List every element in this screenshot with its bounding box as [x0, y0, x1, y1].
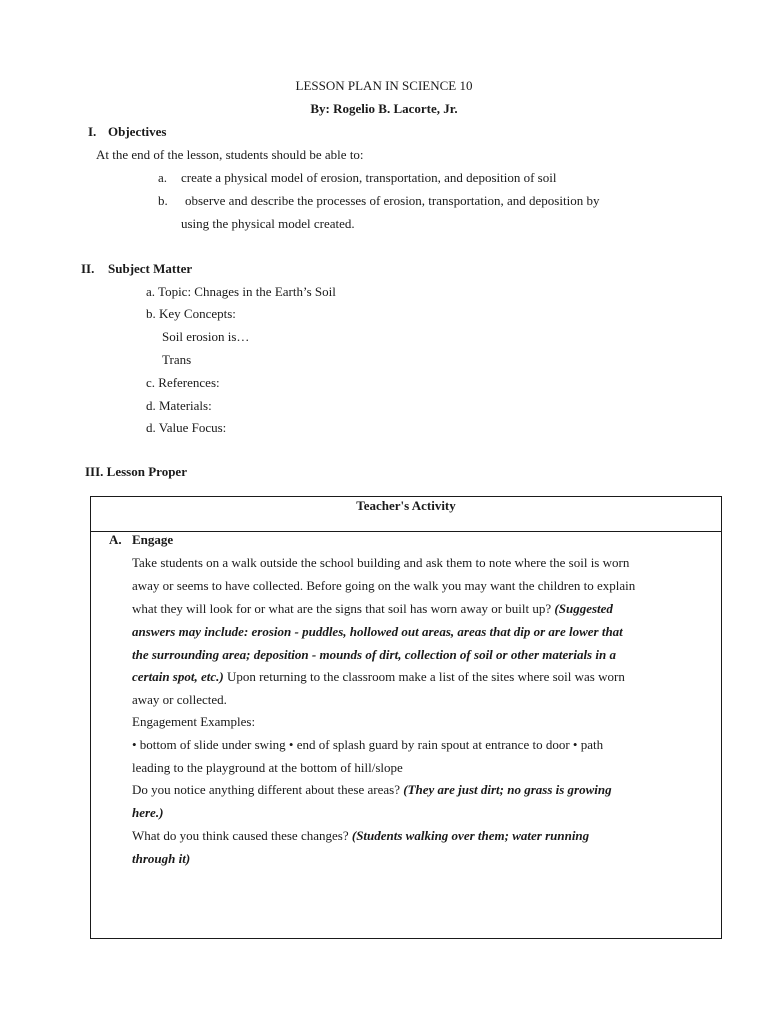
- engage-text-line-6-emphasis: certain spot, etc.): [132, 669, 224, 684]
- topic-line: a. Topic: Chnages in the Earth’s Soil: [146, 284, 336, 299]
- objective-b-text-cont: using the physical model created.: [181, 216, 355, 231]
- question-2-line: [132, 828, 589, 844]
- lesson-proper-heading: III. Lesson Proper: [85, 464, 187, 479]
- key-concepts-line: b. Key Concepts:: [146, 306, 236, 321]
- table-header-cell: [91, 497, 721, 532]
- question-2-answer: (Students walking over them; water running: [351, 828, 590, 843]
- objective-b-marker: b.: [158, 193, 168, 208]
- engage-text-line-4: answers may include: erosion - puddles, hollowed out areas, areas that dip or are lower that: [132, 624, 623, 639]
- teacher-activity-table: [90, 496, 722, 939]
- question-1-line: [132, 782, 612, 798]
- page-title: LESSON PLAN IN SCIENCE 10: [295, 78, 473, 93]
- question-1-answer-cont: here.): [132, 805, 164, 820]
- engage-text-line-6-plain: Upon returning to the classroom make a list of the sites where soil was worn: [223, 669, 625, 684]
- objectives-heading: Objectives: [108, 124, 167, 139]
- engagement-examples-label: Engagement Examples:: [132, 714, 256, 729]
- engage-text-line-2: away or seems to have collected. Before going on the walk you may want the children to explain: [132, 578, 636, 593]
- table-header-label: Teacher's Activity: [356, 498, 456, 513]
- references-line: c. References:: [146, 375, 220, 390]
- question-2-plain: What do you think caused these changes?: [132, 828, 352, 843]
- engage-marker: A.: [109, 532, 122, 547]
- engage-text-line-7: away or collected.: [132, 692, 227, 707]
- engagement-examples-line-2: leading to the playground at the bottom of hill/slope: [132, 760, 403, 775]
- engage-text-line-5: the surrounding area; deposition - mounds of dirt, collection of soil or other materials in a: [132, 647, 616, 662]
- objective-b-text: observe and describe the processes of erosion, transportation, and deposition by: [185, 193, 600, 208]
- subject-matter-heading: Subject Matter: [108, 261, 193, 276]
- question-2-answer-cont: through it): [132, 851, 191, 866]
- engage-text-line-6: [132, 669, 625, 685]
- engage-title: Engage: [132, 532, 174, 547]
- value-focus-line: d. Value Focus:: [146, 420, 227, 435]
- objectives-numeral: I.: [88, 124, 97, 139]
- engage-text-line-3-plain: what they will look for or what are the signs that soil has worn away or built up?: [132, 601, 555, 616]
- engage-text-line-3-emphasis: (Suggested: [554, 601, 613, 616]
- engage-text-line-3: [132, 601, 613, 617]
- engage-text-line-1: Take students on a walk outside the school building and ask them to note where the soil is worn: [132, 555, 630, 570]
- question-1-answer: (They are just dirt; no grass is growing: [403, 782, 612, 797]
- objective-a-text: create a physical model of erosion, transportation, and deposition of soil: [181, 170, 557, 185]
- question-1-plain: Do you notice anything different about these areas?: [132, 782, 404, 797]
- concept-trans: Trans: [162, 352, 192, 367]
- objectives-intro: At the end of the lesson, students should be able to:: [96, 147, 364, 162]
- objective-a-marker: a.: [158, 170, 168, 185]
- author-line: By: Rogelio B. Lacorte, Jr.: [310, 101, 458, 116]
- concept-soil-erosion: Soil erosion is…: [162, 329, 250, 344]
- subject-matter-numeral: II.: [81, 261, 95, 276]
- materials-line: d. Materials:: [146, 398, 212, 413]
- engagement-examples-line-1: • bottom of slide under swing • end of splash guard by rain spout at entrance to door • path: [132, 737, 604, 752]
